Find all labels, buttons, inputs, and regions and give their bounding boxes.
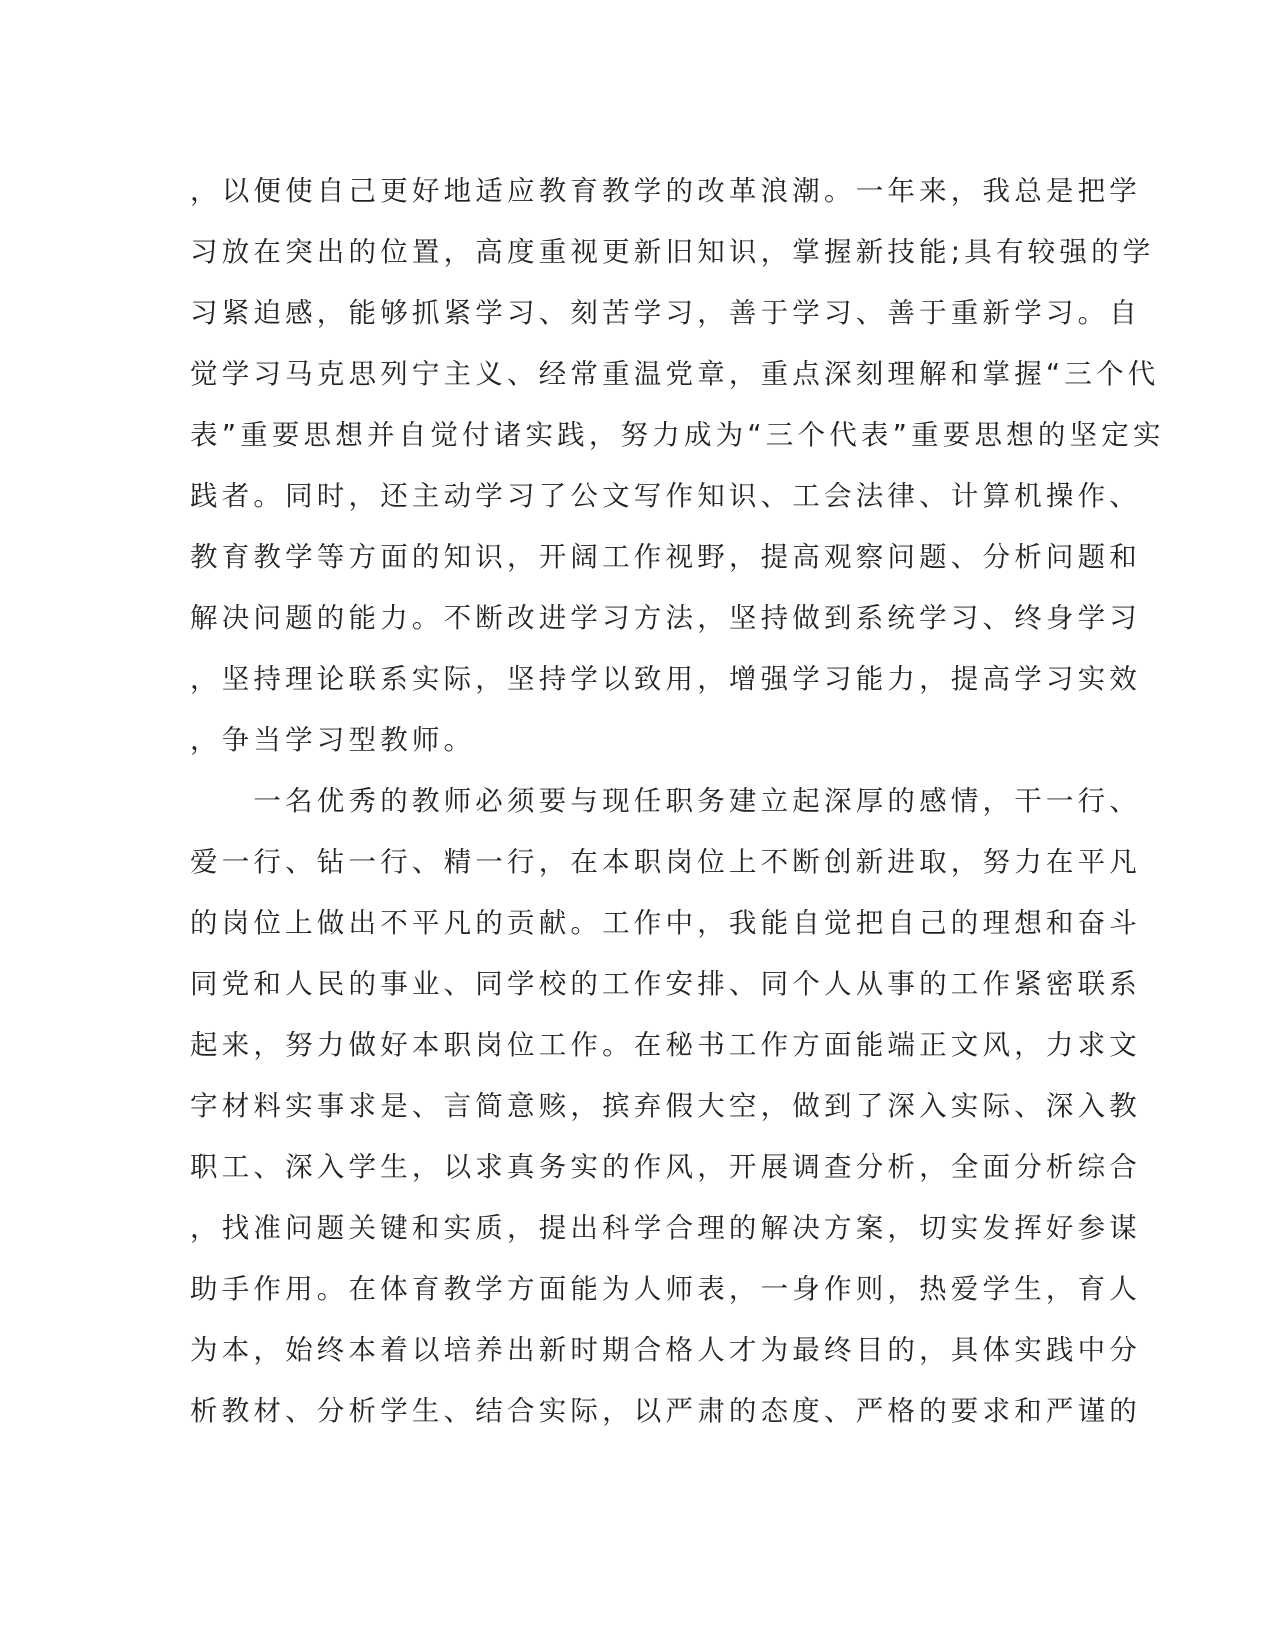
text-line: 解决问题的能力。不断改进学习方法，坚持做到系统学习、终身学习 (190, 602, 1141, 634)
text-line: 践者。同时，还主动学习了公文写作知识、工会法律、计算机操作、 (190, 480, 1141, 512)
text-line: 爱一行、钻一行、精一行，在本职岗位上不断创新进取，努力在平凡 (190, 846, 1141, 878)
text-line: 教育教学等方面的知识，开阔工作视野，提高观察问题、分析问题和 (190, 541, 1141, 573)
text-line: ，坚持理论联系实际，坚持学以致用，增强学习能力，提高学习实效 (190, 663, 1141, 695)
text-line: 字材料实事求是、言简意赅，摈弃假大空，做到了深入实际、深入教 (190, 1090, 1141, 1122)
text-line: 同党和人民的事业、同学校的工作安排、同个人从事的工作紧密联系 (190, 968, 1141, 1000)
body-text (190, 161, 1165, 1442)
text-line: 析教材、分析学生、结合实际，以严肃的态度、严格的要求和严谨的 (190, 1395, 1141, 1427)
text-line: ，以便使自己更好地适应教育教学的改革浪潮。一年来，我总是把学 (190, 175, 1141, 207)
text-line: 的岗位上做出不平凡的贡献。工作中，我能自觉把自己的理想和奋斗 (190, 907, 1141, 939)
text-line: 表”重要思想并自觉付诸实践，努力成为“三个代表”重要思想的坚定实 (190, 419, 1165, 451)
text-line: 为本，始终本着以培养出新时期合格人才为最终目的，具体实践中分 (190, 1334, 1141, 1366)
text-line: 起来，努力做好本职岗位工作。在秘书工作方面能端正文风，力求文 (190, 1029, 1141, 1061)
text-line: 一名优秀的教师必须要与现任职务建立起深厚的感情，干一行、 (190, 785, 1141, 817)
text-line: ，找准问题关键和实质，提出科学合理的解决方案，切实发挥好参谋 (190, 1212, 1141, 1244)
text-line: 助手作用。在体育教学方面能为人师表，一身作则，热爱学生，育人 (190, 1273, 1141, 1305)
text-line: 习放在突出的位置，高度重视更新旧知识，掌握新技能;具有较强的学 (190, 236, 1155, 268)
text-line: ，争当学习型教师。 (190, 724, 476, 756)
text-line: 觉学习马克思列宁主义、经常重温党章，重点深刻理解和掌握“三个代 (190, 358, 1160, 390)
text-line: 职工、深入学生，以求真务实的作风，开展调查分析，全面分析综合 (190, 1151, 1141, 1183)
text-line: 习紧迫感，能够抓紧学习、刻苦学习，善于学习、善于重新学习。自 (190, 297, 1141, 329)
